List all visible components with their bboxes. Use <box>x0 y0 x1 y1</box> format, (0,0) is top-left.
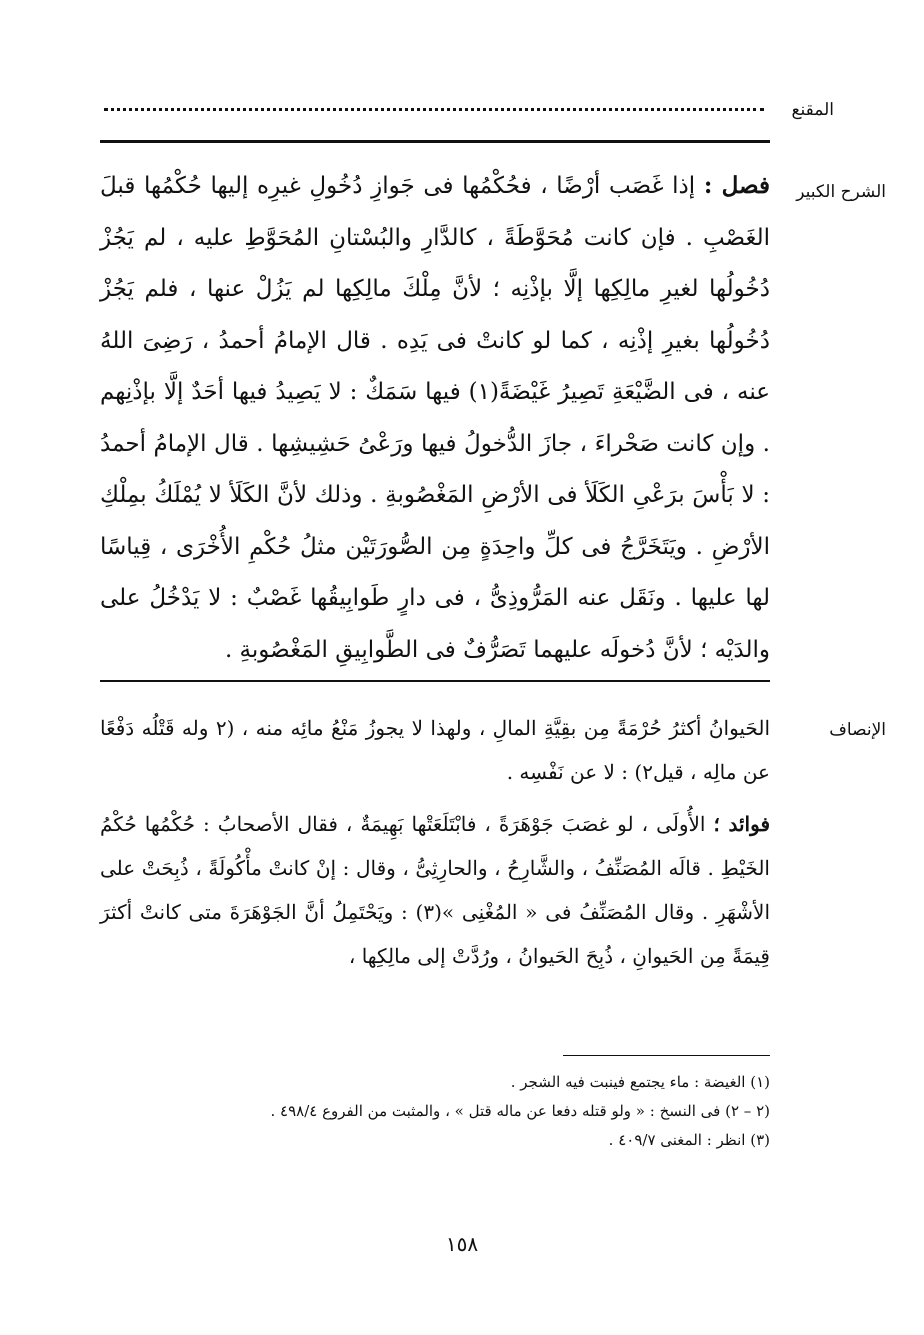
footnote-3: (٣) انظر : المغنى ٤٠٩/٧ . <box>608 1131 770 1149</box>
insaf-text-block <box>100 706 770 978</box>
insaf-paragraph-1: الحَيوانُ أكثرُ حُرْمَةً مِن بقِيَّةِ المالِ ، ولهذا لا يجوزُ مَنْعُ مائِه منه ، (٢ وله قَتْلُه دَفْعًا عن مالِه ، قيل٢) : لا عن نَفْسِه . <box>100 716 770 784</box>
insaf-heading: فوائد ؛ <box>713 812 770 836</box>
sharh-text-block <box>100 160 770 676</box>
insaf-paragraph-2 <box>100 802 770 978</box>
dotted-leader-line <box>104 108 764 117</box>
sharh-body: إذا غَصَب أرْضًا ، فحُكْمُها فى جَوازِ دُخُولِ غيرِه إليها حُكْمُها قبلَ الغَصْبِ . فإن كانت مُحَوَّطَةً ، كالدَّارِ والبُسْتانِ المُحَوَّطِ عليه ، لم يَجُزْ دُخُولُها لغيرِ مالِكِها إلَّا بإذْنِه ؛ لأنَّ مِلْكَ مالِكِها لم يَزُلْ عنها ، فلم يَجُزْ دُخُولُها بغيرِ إذْنِه ، كما لو كانتْ فى يَدِه . قال الإمامُ أحمدُ ، رَضِىَ اللهُ عنه ، فى الضَّيْعَةِ تَصِيرُ غَيْضَةً(١) فيها سَمَكٌ : لا يَصِيدُ فيها أحَدٌ إلَّا بإذْنِهم . وإن كانت صَحْراءَ ، جازَ الدُّخولُ فيها ورَعْىُ حَشِيشِها . قال الإمامُ أحمدُ : لا بَأْسَ برَعْىِ الكَلَأ فى الأرْضِ المَغْصُوبةِ . وذلك لأنَّ الكَلَأ لا يُمْلَكُ بمِلْكِ الأرْضِ . ويَتَخَرَّجُ فى كلِّ واحِدَةٍ مِن الصُّورَتَيْن مثلُ حُكْمِ الأُخْرَى ، قِياسًا لها عليها . ونَقَل عنه المَرُّوذِىُّ ، فى دارٍ طَوابِيقُها غَصْبٌ : لا يَدْخُلُ على والدَيْه ؛ لأنَّ دُخولَه عليهما تَصَرُّفٌ فى الطَّوابِيقِ المَغْصُوبةِ . <box>100 173 770 663</box>
footnote-1: (١) الغيضة : ماء يجتمع فينبت فيه الشجر . <box>510 1073 770 1091</box>
header-rule <box>100 140 770 143</box>
footnote-rule <box>563 1055 770 1056</box>
section-divider <box>100 680 770 682</box>
footnotes <box>100 1068 770 1155</box>
page-number: ١٥٨ <box>445 1232 479 1256</box>
sharh-heading: فصل : <box>703 172 770 199</box>
insaf-paragraph-2-body: الأُولَى ، لو غصَبَ جَوْهَرَةً ، فابْتَلَعَتْها بَهِيمَةٌ ، فقال الأصحابُ : حُكْمُها حُكْمُ الخَيْطِ . قالَه المُصَنِّفُ ، والشَّارِحُ ، والحارِثِىُّ ، وقال : إنْ كانتْ مأْكُولَةً ، ذُبِحَتْ على الأشْهَرِ . وقال المُصَنِّفُ فى « المُغْنِى »(٣) : ويَحْتَمِلُ أنَّ الجَوْهَرَةَ متى كانتْ أكثرَ قِيمَةً مِن الحَيوانِ ، ذُبِحَ الحَيوانُ ، ورُدَّتْ إلى مالِكِها ، <box>100 812 770 968</box>
running-header-title: المقنع <box>791 100 834 120</box>
sharh-section-label: الشرح الكبير <box>796 182 886 202</box>
footnote-2: (٢ – ٢) فى النسخ : « ولو قتله دفعا عن ماله قتل » ، والمثبت من الفروع ٤٩٨/٤ . <box>270 1102 770 1120</box>
insaf-section-label: الإنصاف <box>829 720 886 740</box>
